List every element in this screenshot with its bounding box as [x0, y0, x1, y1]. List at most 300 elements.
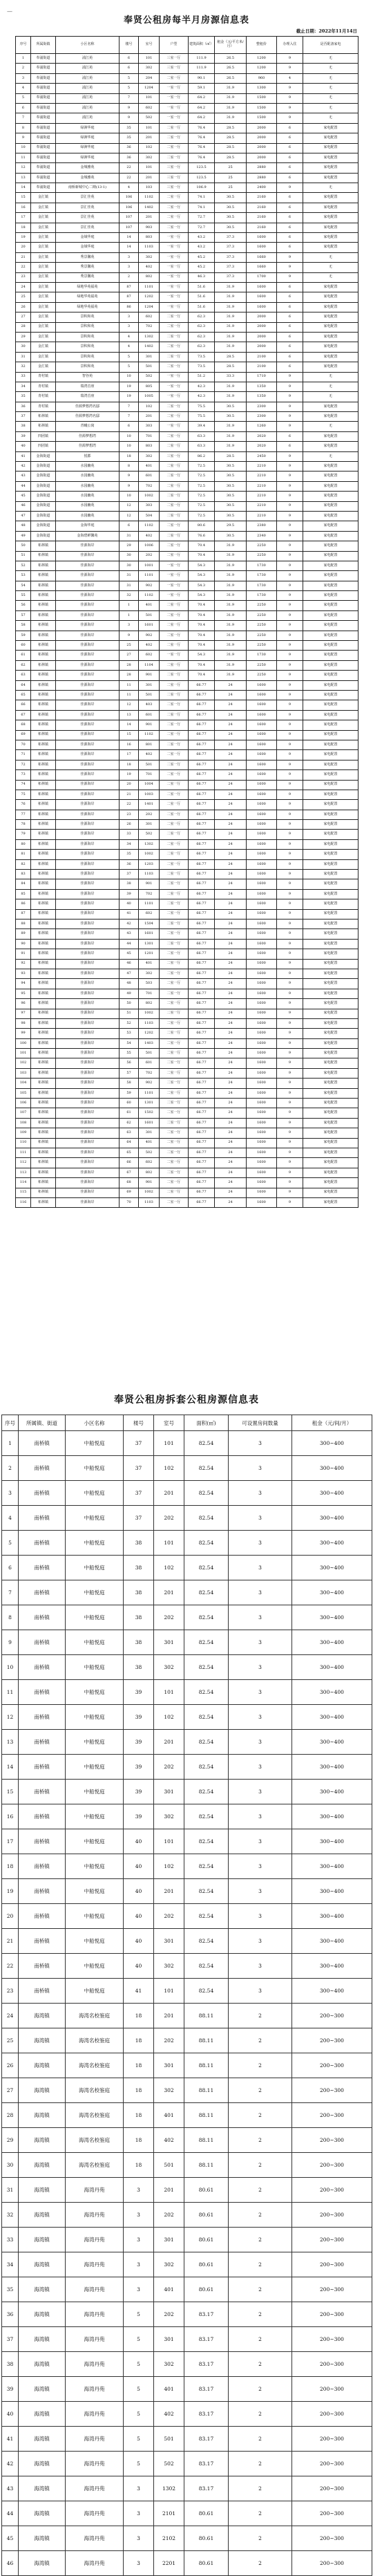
table-cell: 海湾丹苑	[66, 2452, 124, 2476]
table-cell: 8	[2, 1605, 19, 1630]
table-cell: 66.77	[189, 1178, 215, 1188]
table-cell: 88.11	[184, 2153, 229, 2178]
table-cell: 9	[277, 651, 303, 660]
table-cell: 70.4	[189, 641, 215, 651]
table-cell: 62.3	[189, 312, 215, 322]
table-cell: 海湾镇	[19, 2252, 66, 2277]
table-cell: 柘林镇	[31, 979, 56, 989]
table-cell: 46	[2, 2551, 19, 2576]
table-cell: 瑞湾首座	[56, 392, 119, 402]
table-cell: 62.3	[189, 342, 215, 352]
table-cell: 66.77	[189, 979, 215, 989]
table-row	[16, 292, 358, 302]
table-cell: 19	[119, 770, 139, 780]
table-cell: 景积和苑	[56, 322, 119, 332]
table-cell: 2400	[247, 183, 277, 193]
table-cell: 802	[139, 999, 160, 1009]
table-cell: 200~300	[292, 2178, 372, 2203]
table-cell: 三室一厅	[160, 163, 189, 173]
table-cell: 200~300	[292, 2302, 372, 2327]
table-cell: 70.4	[189, 601, 215, 610]
listing-header-cell: 整租价	[247, 37, 277, 54]
table-cell: 南桥镇	[19, 1780, 66, 1804]
table-cell: 柘林镇	[31, 571, 56, 581]
table-cell: 一室一厅	[160, 84, 189, 93]
table-cell: 28	[119, 671, 139, 680]
table-cell: 9	[277, 730, 303, 740]
table-row	[16, 322, 358, 332]
table-cell: 24	[215, 889, 247, 899]
table-cell: 31.9	[215, 84, 247, 93]
table-cell: 二室一厅	[160, 760, 189, 769]
table-cell: 109	[16, 1128, 31, 1138]
table-row	[2, 2228, 372, 2252]
table-cell: 28.5	[215, 143, 247, 153]
table-cell: 家电配置	[303, 1118, 358, 1128]
table-cell: 79	[16, 830, 31, 839]
table-cell: 佳源海岸	[56, 909, 119, 919]
table-cell: 金城雅苑	[56, 173, 119, 183]
table-cell: 二室一厅	[160, 1128, 189, 1138]
table-cell: 海湾镇	[19, 2452, 66, 2476]
table-cell: 37.3	[215, 263, 247, 272]
table-cell: 9	[119, 631, 139, 640]
table-cell: 24	[2, 2004, 19, 2028]
table-cell: 24	[215, 870, 247, 879]
table-cell: 72.5	[189, 511, 215, 521]
table-cell: 1103	[139, 870, 160, 879]
table-cell: 家电配置	[303, 889, 358, 899]
table-row	[16, 879, 358, 889]
table-cell: 海湾丹苑	[66, 2402, 124, 2427]
table-cell: 66.77	[189, 730, 215, 740]
table-cell: 702	[139, 1068, 160, 1078]
table-row	[16, 561, 358, 570]
table-cell: 佳源海岸	[56, 631, 119, 640]
table-cell: 66.77	[189, 1099, 215, 1108]
listing-header-cell: 租金（元/平方米/月）	[215, 37, 247, 54]
shared-header-cell: 序号	[2, 1415, 19, 1431]
table-cell: 44	[119, 939, 139, 949]
table-cell: 1600	[247, 302, 277, 312]
table-cell: 佳源海岸	[56, 790, 119, 799]
table-cell: 家电配置	[303, 949, 358, 959]
table-cell: 85	[16, 889, 31, 899]
table-cell: 二室一厅	[160, 133, 189, 143]
table-cell: 9	[277, 1068, 303, 1078]
table-cell: 二室一厅	[160, 1038, 189, 1048]
table-cell: 200~300	[292, 2153, 372, 2178]
table-cell: 3	[229, 1780, 292, 1804]
table-cell: 66.77	[189, 859, 215, 869]
table-cell: 66.77	[189, 1079, 215, 1088]
table-cell: 1600	[247, 879, 277, 889]
table-cell: 无	[303, 113, 358, 123]
table-cell: 1600	[247, 292, 277, 302]
table-cell: 柘林镇	[31, 839, 56, 849]
table-cell: 35	[119, 123, 139, 133]
table-cell: 107	[119, 223, 139, 232]
table-row	[16, 531, 358, 541]
table-cell: 一室一厅	[160, 252, 189, 262]
table-cell: 44	[16, 481, 31, 491]
table-row	[16, 839, 358, 849]
table-cell: 佳源海岸	[56, 1009, 119, 1018]
table-cell: 300~400	[292, 1755, 372, 1780]
table-cell: 39	[124, 1730, 154, 1755]
table-cell: 31	[119, 581, 139, 590]
table-row	[2, 1431, 372, 1456]
table-cell: 200~300	[292, 2203, 372, 2228]
table-cell: 4	[119, 342, 139, 352]
table-cell: 海湾镇	[19, 2053, 66, 2078]
table-cell: 佳源海岸	[56, 949, 119, 959]
table-cell: 二室一厅	[160, 700, 189, 710]
table-cell: 66.77	[189, 1049, 215, 1058]
table-cell: 海湾镇	[19, 2327, 66, 2352]
table-cell: 柘林镇	[31, 1088, 56, 1098]
table-cell: 52	[16, 561, 31, 570]
table-cell: 1500	[247, 113, 277, 123]
table-cell: 家电配置	[303, 999, 358, 1009]
table-cell: 28	[119, 660, 139, 670]
table-cell: 75	[16, 790, 31, 799]
table-cell: 家电配置	[303, 909, 358, 919]
table-cell: 12	[119, 511, 139, 521]
table-cell: 家电配置	[303, 431, 358, 441]
table-cell: 佳源海岸	[56, 830, 119, 839]
table-cell: 75.5	[189, 412, 215, 422]
table-cell: 6	[277, 292, 303, 302]
table-cell: 10	[2, 1655, 19, 1680]
table-cell: 9	[277, 1088, 303, 1098]
table-cell: 100	[16, 1038, 31, 1048]
table-cell: 82.54	[184, 1556, 229, 1580]
table-row	[2, 2103, 372, 2128]
table-cell: 家电配置	[303, 850, 358, 859]
table-cell: 13	[16, 173, 31, 183]
table-cell: 24	[215, 760, 247, 769]
table-cell: 14	[16, 183, 31, 193]
table-row	[16, 591, 358, 601]
table-cell: 二室一厅	[160, 631, 189, 640]
table-cell: 柘林镇	[31, 1168, 56, 1177]
table-cell: 38	[124, 1655, 154, 1680]
table-cell: 家电配置	[303, 581, 358, 590]
table-cell: 601	[139, 472, 160, 481]
table-cell: 海湾镇	[19, 2078, 66, 2103]
table-cell: 水园幽苑	[56, 481, 119, 491]
table-cell: 61	[119, 1108, 139, 1118]
table-cell: 24	[215, 909, 247, 919]
table-cell: 二室一厅	[160, 431, 189, 441]
table-cell: 301	[154, 1630, 184, 1655]
table-cell: 3	[124, 2252, 154, 2277]
table-cell: 82.54	[184, 1904, 229, 1929]
table-cell: 绿地华苑福苑	[56, 302, 119, 312]
table-cell: 66.77	[189, 839, 215, 849]
table-cell: 39	[124, 1780, 154, 1804]
table-cell: 家电配置	[303, 153, 358, 162]
table-cell: 1401	[139, 800, 160, 810]
table-cell: 102	[139, 402, 160, 411]
table-cell: 76.4	[189, 133, 215, 143]
table-cell: 9	[277, 472, 303, 481]
table-cell: 柘林镇	[31, 651, 56, 660]
table-cell: 9	[277, 631, 303, 640]
table-cell: 73.5	[189, 352, 215, 362]
table-cell: 1600	[247, 1079, 277, 1088]
table-row	[16, 1168, 358, 1177]
table-cell: 中船悦庭	[66, 1481, 124, 1506]
table-cell: 403	[139, 700, 160, 710]
table-row	[16, 730, 358, 740]
table-cell: 9	[277, 1018, 303, 1028]
table-row	[2, 1829, 372, 1854]
table-cell: 31.9	[215, 332, 247, 342]
table-row	[2, 2053, 372, 2078]
table-cell: 1601	[139, 929, 160, 939]
table-cell: 佳源海岸	[56, 750, 119, 760]
listing-header-cell: 所属街镇	[31, 37, 56, 54]
table-cell: 家电配置	[303, 133, 358, 143]
table-cell: 302	[139, 153, 160, 162]
table-cell: 金汇镇	[31, 203, 56, 212]
table-cell: 1102	[139, 591, 160, 601]
table-cell: 无	[303, 263, 358, 272]
table-cell: 901	[139, 671, 160, 680]
table-cell: 51	[16, 551, 31, 561]
table-row	[2, 2028, 372, 2053]
table-cell: 25	[2, 2028, 19, 2053]
table-cell: 9	[277, 810, 303, 819]
table-cell: 66.77	[189, 1029, 215, 1038]
table-cell: 66.77	[189, 850, 215, 859]
table-cell: 22	[2, 1954, 19, 1979]
table-cell: 54.3	[189, 581, 215, 590]
table-cell: 201	[154, 2178, 184, 2203]
table-cell: 9	[277, 790, 303, 799]
table-cell: 海湾名校鉴庭	[66, 2078, 124, 2103]
table-cell: 3	[124, 2203, 154, 2228]
shared-header-cell: 小区名称	[66, 1415, 124, 1431]
table-cell: 66.77	[189, 919, 215, 928]
table-cell: 3	[119, 263, 139, 272]
table-cell: 柘林镇	[31, 969, 56, 978]
table-cell: 佳源海岸	[56, 899, 119, 909]
table-cell: 200~300	[292, 2004, 372, 2028]
table-cell: 二室一厅	[160, 322, 189, 332]
table-cell: 2	[229, 2252, 292, 2277]
table-cell: 87	[119, 282, 139, 292]
table-row	[16, 1108, 358, 1118]
table-cell: 25	[215, 183, 247, 193]
table-cell: 9	[277, 671, 303, 680]
table-cell: 62	[119, 1118, 139, 1128]
table-cell: 20	[2, 1904, 19, 1929]
table-cell: 二室一厅	[160, 949, 189, 959]
table-cell: 家电配置	[303, 1128, 358, 1138]
table-cell: 26.5	[215, 64, 247, 73]
table-cell: 9	[277, 372, 303, 382]
table-cell: 303	[139, 501, 160, 511]
table-cell: 1201	[139, 949, 160, 959]
table-cell: 80.61	[184, 2551, 229, 2576]
table-cell: 佳源海岸	[56, 601, 119, 610]
table-cell: 1002	[139, 1188, 160, 1197]
table-cell: 300~400	[292, 1680, 372, 1705]
table-cell: 30.5	[215, 531, 247, 541]
table-cell: 87	[119, 292, 139, 302]
table-cell: 海湾镇	[19, 2153, 66, 2178]
table-cell: 58	[16, 621, 31, 631]
table-cell: 9	[277, 462, 303, 472]
table-cell: 7	[119, 93, 139, 103]
table-cell: 柘林镇	[31, 929, 56, 939]
page-title-2: 奉贤公租房拆套公租房源信息表	[114, 1394, 259, 1406]
table-cell: 30.5	[215, 492, 247, 501]
table-cell: 1700	[247, 272, 277, 282]
table-cell: 88.11	[184, 2004, 229, 2028]
table-cell: 1600	[247, 770, 277, 780]
table-row	[2, 1481, 372, 1506]
table-row	[16, 810, 358, 819]
table-cell: 6	[119, 64, 139, 73]
table-cell: 9	[277, 939, 303, 949]
table-cell: 家电配置	[303, 641, 358, 651]
table-cell: 佳源海岸	[56, 1038, 119, 1048]
table-row	[16, 989, 358, 998]
table-cell: 海湾镇	[19, 2228, 66, 2252]
table-cell: 柘林镇	[31, 879, 56, 889]
table-cell: 柘林镇	[31, 660, 56, 670]
table-cell: 40	[124, 1829, 154, 1854]
table-cell: 家电配置	[303, 243, 358, 252]
table-cell: 301	[139, 352, 160, 362]
table-cell: 9	[277, 103, 303, 113]
table-cell: 402	[139, 641, 160, 651]
table-cell: 一室一厅	[160, 392, 189, 402]
table-cell: 66.77	[189, 830, 215, 839]
table-cell: 水园幽苑	[56, 501, 119, 511]
table-cell: 9	[277, 780, 303, 790]
table-cell: 90	[16, 939, 31, 949]
table-row	[16, 382, 358, 391]
table-cell: 6	[277, 233, 303, 243]
table-cell: 二室一厅	[160, 610, 189, 620]
table-cell: 202	[154, 1605, 184, 1630]
table-cell: 奉浦街道	[31, 113, 56, 123]
table-cell: 金汇镇	[31, 312, 56, 322]
table-cell: 2	[229, 2327, 292, 2352]
table-cell: 1500	[247, 93, 277, 103]
table-cell: 80.61	[184, 2203, 229, 2228]
table-cell: 9	[277, 1108, 303, 1118]
table-cell: 3	[229, 1954, 292, 1979]
table-cell: 70	[119, 1197, 139, 1207]
table-row	[2, 1655, 372, 1680]
table-cell: 中船悦庭	[66, 1580, 124, 1605]
table-cell: 31.9	[215, 651, 247, 660]
table-cell: 30.5	[215, 412, 247, 422]
table-row	[16, 651, 358, 660]
table-row	[16, 1197, 358, 1207]
table-cell: 三室一厅	[160, 183, 189, 193]
table-cell: 18	[119, 451, 139, 461]
table-cell: 二室一厅	[160, 660, 189, 670]
table-cell: 402	[139, 750, 160, 760]
table-cell: 1101	[139, 1088, 160, 1098]
table-cell: 1103	[139, 1018, 160, 1028]
table-cell: 景积和苑	[56, 342, 119, 352]
table-cell: 1600	[247, 810, 277, 819]
table-row	[16, 1029, 358, 1038]
table-cell: 80.61	[184, 2526, 229, 2551]
table-cell: 海湾镇	[19, 2203, 66, 2228]
table-cell: 1600	[247, 1058, 277, 1068]
table-cell: 401	[154, 2377, 184, 2402]
table-cell: 300~400	[292, 1730, 372, 1755]
table-cell: 家电配置	[303, 750, 358, 760]
table-cell: 二室一厅	[160, 1099, 189, 1108]
table-cell: 绿洲华庭	[56, 123, 119, 133]
table-cell: 36	[2, 2302, 19, 2327]
table-cell: 401	[139, 1138, 160, 1148]
table-cell: 二室一厅	[160, 73, 189, 83]
table-cell: 佳源海岸	[56, 989, 119, 998]
table-cell: 海湾丹苑	[66, 2302, 124, 2327]
table-cell: 8	[119, 462, 139, 472]
table-cell: 37.3	[215, 252, 247, 262]
table-cell: 家电配置	[303, 879, 358, 889]
table-cell: 802	[139, 272, 160, 282]
table-cell: 中船悦庭	[66, 1605, 124, 1630]
table-cell: 海湾镇	[19, 2028, 66, 2053]
table-cell: 一室一厅	[160, 561, 189, 570]
table-cell: 柘林镇	[31, 1128, 56, 1138]
table-cell: 58	[119, 1079, 139, 1088]
table-cell: 家电配置	[303, 163, 358, 173]
table-cell: 30	[119, 561, 139, 570]
table-cell: 中船悦庭	[66, 1705, 124, 1730]
table-cell: 5	[124, 2352, 154, 2377]
table-cell: 2	[229, 2352, 292, 2377]
table-cell: 金海街道	[31, 472, 56, 481]
table-cell: 佳源海岸	[56, 969, 119, 978]
table-cell: 佳源海岸	[56, 839, 119, 849]
table-cell: 柘林镇	[31, 1138, 56, 1148]
table-cell: 24	[215, 800, 247, 810]
table-cell: 海湾镇	[19, 2377, 66, 2402]
table-cell: 佳源海岸	[56, 551, 119, 561]
table-cell: 柘林镇	[31, 939, 56, 949]
table-cell: 18	[119, 760, 139, 769]
table-cell: 家电配置	[303, 1099, 358, 1108]
table-cell: 300~400	[292, 1954, 372, 1979]
table-cell: 1600	[247, 1158, 277, 1168]
table-cell: 19	[16, 233, 31, 243]
table-cell: 无	[303, 73, 358, 83]
table-cell: 3	[124, 2501, 154, 2526]
table-cell: 二室一厅	[160, 730, 189, 740]
table-cell: 9	[277, 979, 303, 989]
table-cell: 30.5	[215, 501, 247, 511]
table-cell: 66.77	[189, 969, 215, 978]
table-row	[2, 1630, 372, 1655]
table-cell: 300~400	[292, 1431, 372, 1456]
table-cell: 104	[16, 1079, 31, 1088]
table-cell: 柘林镇	[31, 859, 56, 869]
